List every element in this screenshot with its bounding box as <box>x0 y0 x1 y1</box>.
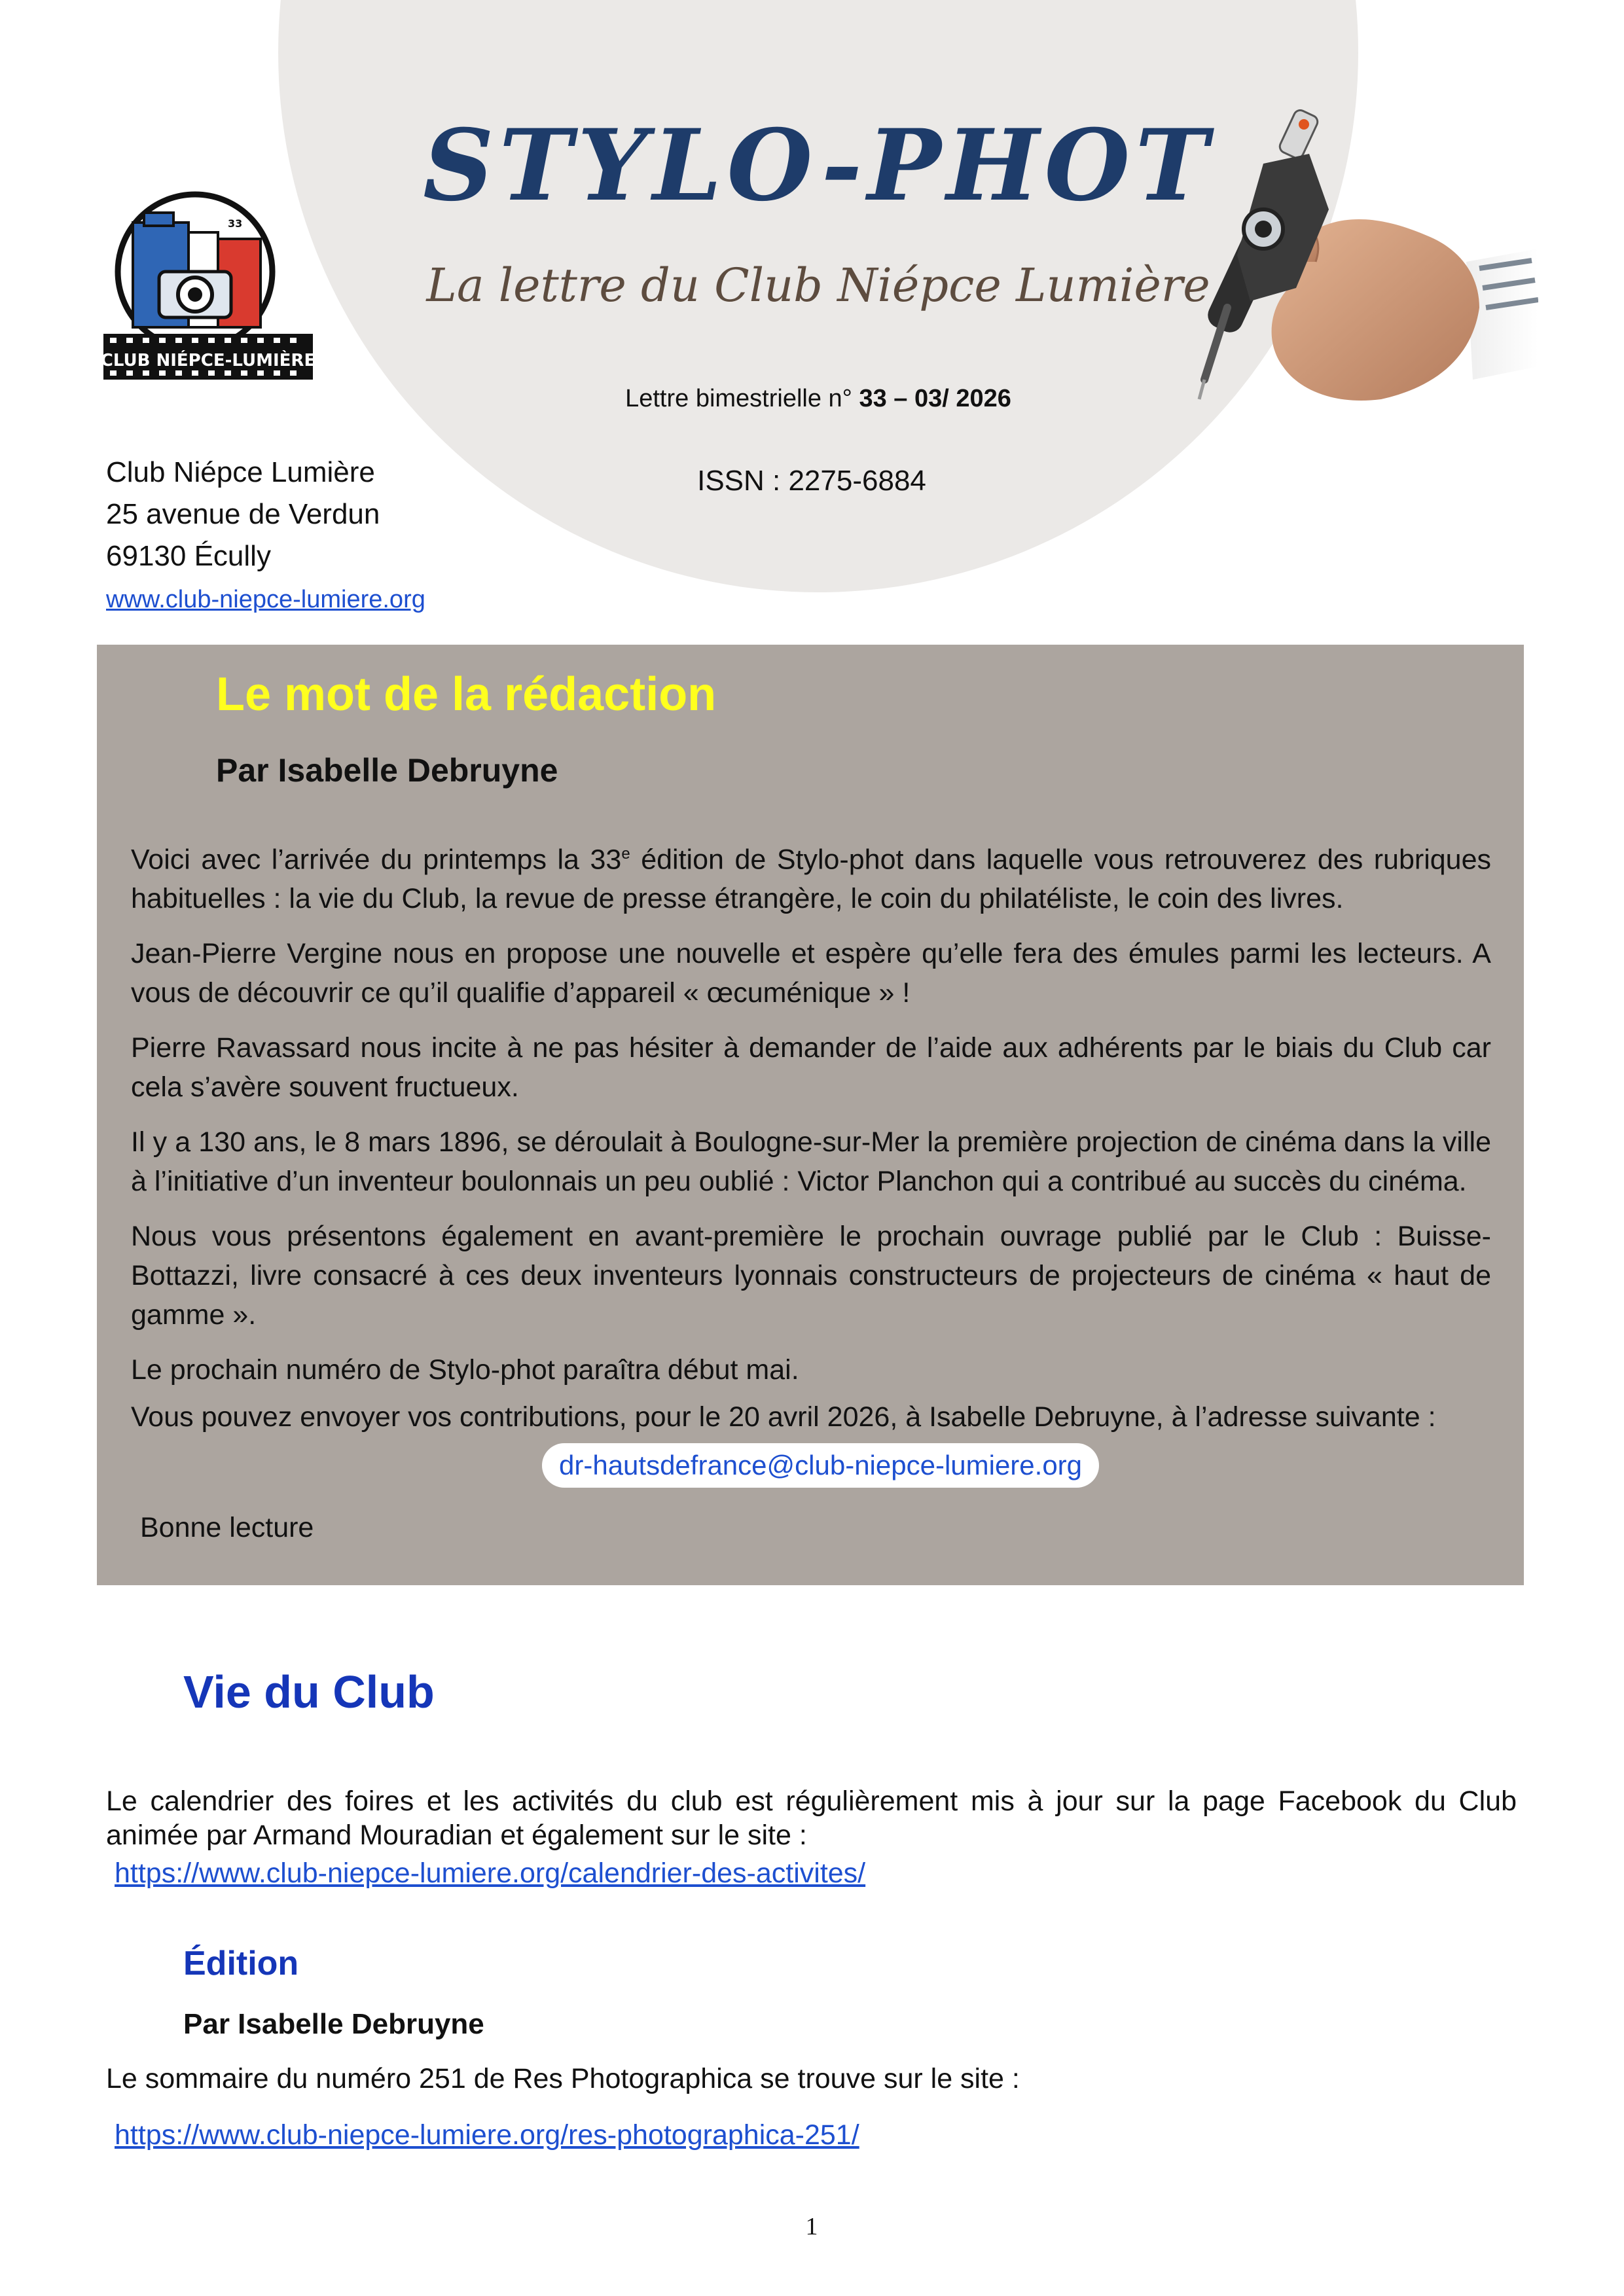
page-number: 1 <box>805 2213 818 2240</box>
editorial-paragraph: Pierre Ravassard nous incite à ne pas hésiter à demander de l’aide aux adhérents par le biais du Club car cela s’avère souvent fructueux. <box>131 1032 1491 1103</box>
club-niepce-lumiere-logo-icon <box>97 187 319 403</box>
club-city: 69130 Écully <box>106 540 271 572</box>
issue-line <box>537 385 1100 413</box>
calendar-link[interactable]: https://www.club-niepce-lumiere.org/calendrier-des-activites/ <box>115 1857 866 1889</box>
logo-text: CLUB NIÉPCE-LUMIÈRE <box>100 351 316 370</box>
newsletter-title: STYLO-PHOT <box>423 108 1214 223</box>
editorial-email-link[interactable]: dr-hautsdefrance@club-niepce-lumiere.org <box>542 1443 1099 1488</box>
section-title-edition: Édition <box>183 1945 299 1982</box>
club-website-link[interactable]: www.club-niepce-lumiere.org <box>106 586 425 613</box>
editorial-text: Voici avec l’arrivée du printemps la 33 <box>131 844 622 876</box>
club-address <box>106 452 425 620</box>
issue-prefix: Lettre bimestrielle n° <box>625 385 859 412</box>
club-street: 25 avenue de Verdun <box>106 498 380 530</box>
pen-camera-hand-icon <box>1165 92 1538 419</box>
editorial-paragraph: Le prochain numéro de Stylo-phot paraîtra début mai. <box>131 1354 799 1386</box>
edition-text: Le sommaire du numéro 251 de Res Photographica se trouve sur le site : <box>106 2063 1020 2094</box>
svg-text:33: 33 <box>228 217 243 230</box>
edition-author: Par Isabelle Debruyne <box>183 2008 484 2040</box>
editorial-paragraph: Vous pouvez envoyer vos contributions, pour le 20 avril 2026, à Isabelle Debruyne, à l’adresse suivante : <box>131 1401 1436 1433</box>
editorial-closing: Bonne lecture <box>140 1512 314 1543</box>
editorial-title: Le mot de la rédaction <box>216 668 717 721</box>
issue-number: 33 – 03/ 2026 <box>859 385 1011 412</box>
editorial-paragraph: Nous vous présentons également en avant-première le prochain ouvrage publié par le Club : Buisse-Bottazzi, livre consacré à ces deux inventeurs lyonnais constructeurs de projecteurs de cinéma « haut de gamme ». <box>131 1221 1491 1331</box>
res-photographica-link[interactable]: https://www.club-niepce-lumiere.org/res-photographica-251/ <box>115 2119 859 2151</box>
editorial-author: Par Isabelle Debruyne <box>216 752 558 789</box>
issn: ISSN : 2275-6884 <box>697 465 926 497</box>
editorial-body <box>131 834 1491 1452</box>
editorial-paragraph: Il y a 130 ans, le 8 mars 1896, se déroulait à Boulogne-sur-Mer la première projection de cinéma dans la ville à l’initiative d’un inventeur boulonnais un peu oublié : Victor Planchon qui a contribué au succès du cinéma. <box>131 1126 1491 1198</box>
editorial-text: édition de Stylo-phot dans laquelle vous retrouverez des rubriques habituelles : la vie du Club, la revue de presse étrangère, le coin du philatéliste, le coin des livres. <box>131 844 1491 915</box>
vie-du-club-text: Le calendrier des foires et les activités du club est régulièrement mis à jour sur la page Facebook du Club animée par Armand Mouradian et également sur le site : <box>106 1785 1517 1851</box>
newsletter-subtitle: La lettre du Club Niépce Lumière <box>426 259 1210 312</box>
section-title-vie-du-club: Vie du Club <box>183 1666 435 1717</box>
editorial-paragraph <box>131 834 1491 918</box>
editorial-paragraph: Jean-Pierre Vergine nous en propose une nouvelle et espère qu’elle fera des émules parmi les lecteurs. A vous de découvrir ce qu’il qualifie d’appareil « œcuménique » ! <box>131 938 1491 1009</box>
club-name: Club Niépce Lumière <box>106 456 375 488</box>
superscript: e <box>621 845 630 863</box>
